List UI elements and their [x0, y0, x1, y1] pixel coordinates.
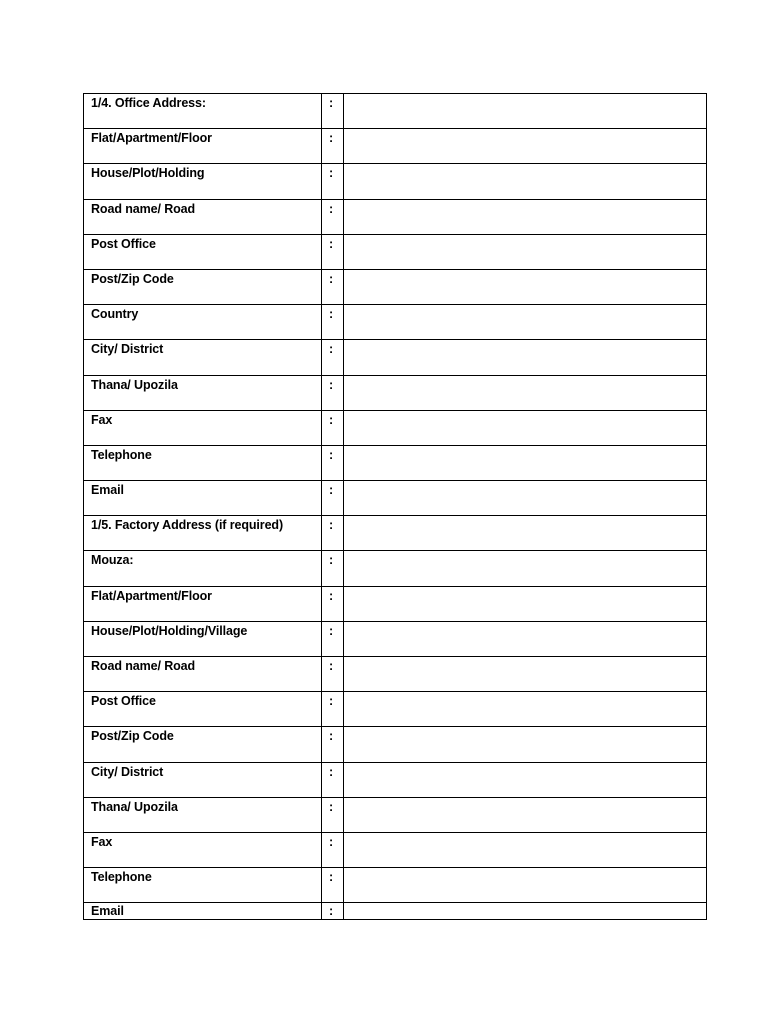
field-label-cell: [84, 410, 322, 445]
colon-separator: :: [329, 799, 334, 814]
form-row: [84, 269, 707, 304]
form-row: [84, 832, 707, 867]
separator-cell: [322, 832, 344, 867]
colon-separator: :: [329, 131, 334, 146]
form-row: [84, 657, 707, 692]
colon-separator: :: [329, 870, 334, 885]
separator-cell: [322, 481, 344, 516]
field-label: City/ District: [91, 764, 164, 779]
field-value-cell[interactable]: [344, 340, 707, 375]
separator-cell: [322, 692, 344, 727]
field-label: Post Office: [91, 694, 156, 709]
separator-cell: [322, 445, 344, 480]
field-value-cell[interactable]: [344, 269, 707, 304]
colon-separator: :: [329, 694, 334, 709]
separator-cell: [322, 164, 344, 199]
separator-cell: [322, 516, 344, 551]
field-value-cell[interactable]: [344, 305, 707, 340]
field-label: Fax: [91, 834, 113, 849]
form-row: [84, 375, 707, 410]
form-row: [84, 305, 707, 340]
field-label: Road name/ Road: [91, 201, 196, 216]
separator-cell: [322, 621, 344, 656]
field-label: House/Plot/Holding/Village: [91, 623, 248, 638]
field-label-cell: [84, 340, 322, 375]
field-value-cell[interactable]: [344, 481, 707, 516]
colon-separator: :: [329, 447, 334, 462]
field-value-cell[interactable]: [344, 903, 707, 920]
field-label: Flat/Apartment/Floor: [91, 588, 212, 603]
form-row: [84, 621, 707, 656]
form-row: [84, 445, 707, 480]
form-row: [84, 129, 707, 164]
field-label: 1/5. Factory Address (if required): [91, 518, 284, 533]
field-value-cell[interactable]: [344, 797, 707, 832]
form-row: [84, 868, 707, 903]
field-value-cell[interactable]: [344, 129, 707, 164]
address-form-table: [83, 93, 707, 920]
colon-separator: :: [329, 659, 334, 673]
field-label-cell: [84, 621, 322, 656]
separator-cell: [322, 797, 344, 832]
field-label-cell: [84, 586, 322, 621]
separator-cell: [322, 129, 344, 164]
field-label-cell: [84, 305, 322, 340]
field-label: Telephone: [91, 447, 152, 462]
colon-separator: :: [329, 96, 334, 110]
field-value-cell[interactable]: [344, 868, 707, 903]
colon-separator: :: [329, 377, 334, 392]
colon-separator: :: [329, 588, 334, 603]
separator-cell: [322, 410, 344, 445]
colon-separator: :: [329, 483, 334, 498]
form-row: [84, 516, 707, 551]
field-label-cell: [84, 868, 322, 903]
colon-separator: :: [329, 412, 334, 427]
separator-cell: [322, 340, 344, 375]
field-label: Road name/ Road: [91, 659, 196, 673]
separator-cell: [322, 551, 344, 586]
field-value-cell[interactable]: [344, 410, 707, 445]
colon-separator: :: [329, 201, 334, 216]
field-label-cell: [84, 762, 322, 797]
field-value-cell[interactable]: [344, 164, 707, 199]
separator-cell: [322, 727, 344, 762]
colon-separator: :: [329, 623, 334, 638]
field-label-cell: [84, 94, 322, 129]
separator-cell: [322, 94, 344, 129]
colon-separator: :: [329, 307, 334, 322]
field-label-cell: [84, 797, 322, 832]
form-row: [84, 340, 707, 375]
field-label-cell: [84, 164, 322, 199]
separator-cell: [322, 269, 344, 304]
form-row: [84, 234, 707, 269]
separator-cell: [322, 305, 344, 340]
form-row: [84, 164, 707, 199]
field-label: Post Office: [91, 236, 156, 251]
field-value-cell[interactable]: [344, 832, 707, 867]
field-label: Post/Zip Code: [91, 729, 174, 744]
colon-separator: :: [329, 553, 334, 568]
field-value-cell[interactable]: [344, 692, 707, 727]
field-label-cell: [84, 199, 322, 234]
field-label: Thana/ Upozila: [91, 799, 178, 814]
colon-separator: :: [329, 166, 334, 181]
field-label-cell: [84, 269, 322, 304]
field-label-cell: [84, 657, 322, 692]
field-label: Email: [91, 904, 124, 919]
separator-cell: [322, 199, 344, 234]
form-row: [84, 551, 707, 586]
field-label-cell: [84, 481, 322, 516]
separator-cell: [322, 657, 344, 692]
form-row: [84, 481, 707, 516]
colon-separator: :: [329, 518, 334, 533]
field-label-cell: [84, 129, 322, 164]
colon-separator: :: [329, 342, 334, 357]
field-label: Fax: [91, 412, 113, 427]
colon-separator: :: [329, 764, 334, 779]
field-label: Telephone: [91, 870, 152, 885]
form-row: [84, 199, 707, 234]
field-label-cell: [84, 832, 322, 867]
field-label-cell: [84, 692, 322, 727]
field-label-cell: [84, 551, 322, 586]
field-label-cell: [84, 516, 322, 551]
separator-cell: [322, 868, 344, 903]
field-value-cell[interactable]: [344, 445, 707, 480]
colon-separator: :: [329, 904, 334, 919]
field-value-cell[interactable]: [344, 516, 707, 551]
field-label-cell: [84, 903, 322, 920]
field-value-cell[interactable]: [344, 234, 707, 269]
field-value-cell[interactable]: [344, 551, 707, 586]
form-row: [84, 410, 707, 445]
field-label: Post/Zip Code: [91, 271, 174, 286]
field-label-cell: [84, 727, 322, 762]
colon-separator: :: [329, 834, 334, 849]
field-value-cell[interactable]: [344, 199, 707, 234]
field-label: Country: [91, 307, 139, 322]
form-row: [84, 692, 707, 727]
colon-separator: :: [329, 271, 334, 286]
address-form-body: [84, 94, 707, 920]
field-value-cell[interactable]: [344, 586, 707, 621]
field-value-cell[interactable]: [344, 762, 707, 797]
field-label-cell: [84, 445, 322, 480]
field-label-cell: [84, 375, 322, 410]
separator-cell: [322, 375, 344, 410]
field-label: House/Plot/Holding: [91, 166, 205, 181]
form-row: [84, 797, 707, 832]
separator-cell: [322, 586, 344, 621]
field-label: Mouza:: [91, 553, 134, 568]
field-label: Flat/Apartment/Floor: [91, 131, 212, 146]
separator-cell: [322, 903, 344, 920]
separator-cell: [322, 762, 344, 797]
form-row: [84, 762, 707, 797]
colon-separator: :: [329, 236, 334, 251]
field-value-cell[interactable]: [344, 375, 707, 410]
field-label: City/ District: [91, 342, 164, 357]
form-row: [84, 94, 707, 129]
field-label-cell: [84, 234, 322, 269]
separator-cell: [322, 234, 344, 269]
field-label: Email: [91, 483, 124, 498]
form-row: [84, 727, 707, 762]
form-row: [84, 586, 707, 621]
colon-separator: :: [329, 729, 334, 744]
field-label: Thana/ Upozila: [91, 377, 178, 392]
form-row: [84, 903, 707, 920]
field-value-cell[interactable]: [344, 621, 707, 656]
field-value-cell[interactable]: [344, 727, 707, 762]
field-value-cell[interactable]: [344, 94, 707, 129]
field-value-cell[interactable]: [344, 657, 707, 692]
field-label: 1/4. Office Address:: [91, 96, 206, 110]
